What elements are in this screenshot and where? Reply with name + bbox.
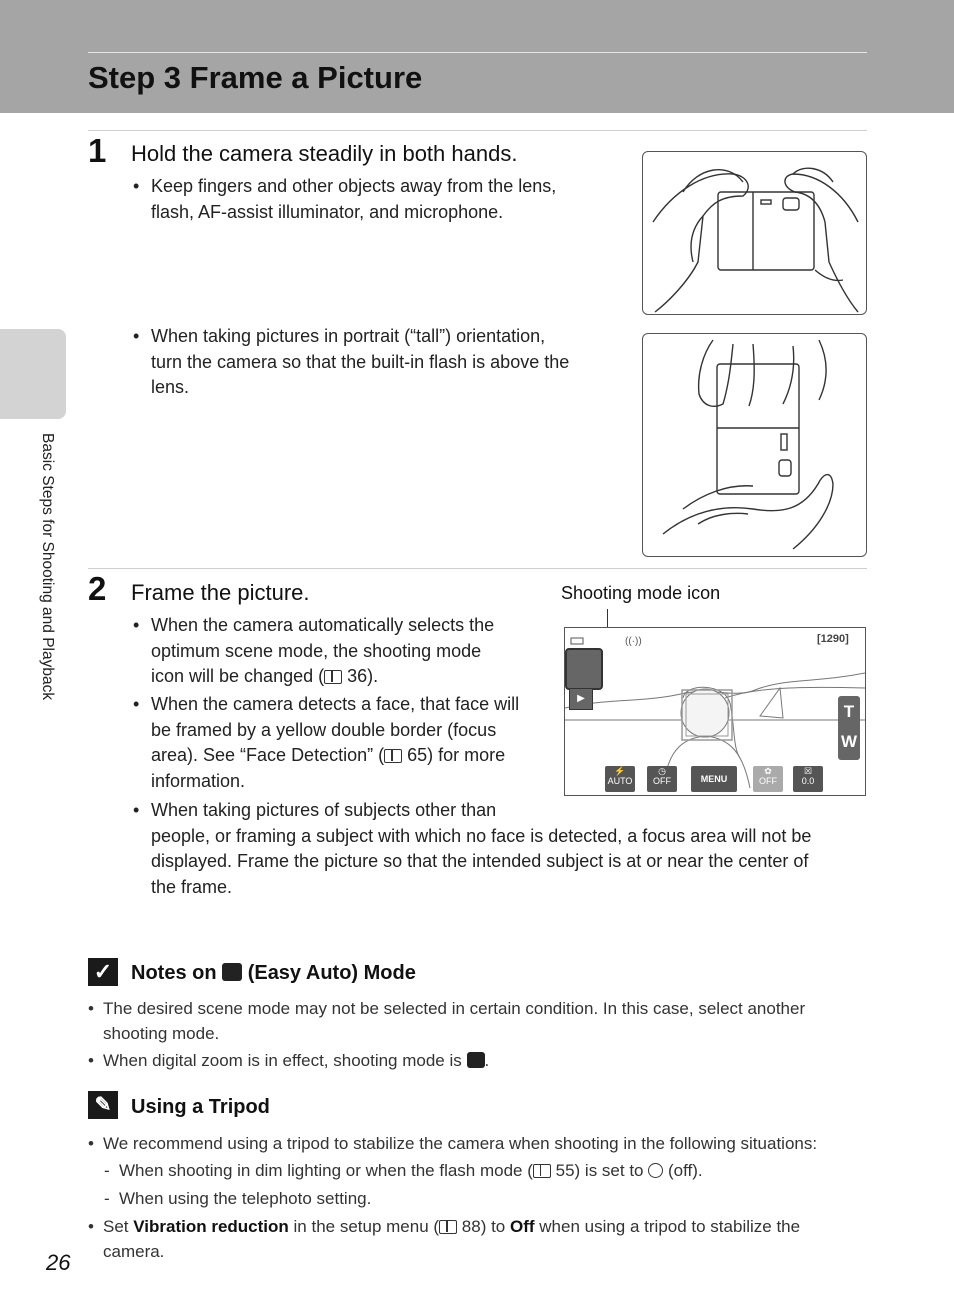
step2-number: 2 (88, 570, 107, 607)
pencil-note-icon: ✎ (88, 1091, 118, 1119)
camera-screen-illustration (564, 627, 866, 796)
step1-number: 1 (88, 132, 107, 169)
hands-camera-portrait-drawing (643, 334, 866, 556)
easy-auto-mode-icon (565, 648, 603, 690)
tripod-note-title: Using a Tripod (131, 1096, 270, 1118)
step2-bullet-3: • When taking pictures of subjects other than people, or framing a subject with which no face is detected, a focus area will not be displayed. Frame the picture so that the intended subject is at or near the center of the frame. (133, 800, 812, 897)
bullet-dot: • (133, 694, 140, 714)
dash-marker: - (104, 1161, 110, 1180)
zoom-wide-label: W (840, 732, 858, 751)
bullet-dot: • (88, 1134, 94, 1153)
step1-title: Hold the camera steadily in both hands. (131, 141, 518, 166)
bullet-dot: • (133, 615, 140, 635)
page-title: Step 3 Frame a Picture (88, 60, 423, 95)
vibration-reduction-icon: ((·)) (625, 636, 642, 647)
step2-title: Frame the picture. (131, 580, 310, 605)
tripod-note-bullet-2: • Set Vibration reduction in the setup menu ( 88) to Off when using a tripod to stabilize the camera. (88, 1217, 801, 1261)
bullet-dot: • (88, 1051, 94, 1070)
page-header (0, 0, 954, 113)
bullet-dot: • (88, 999, 94, 1018)
header-rule (88, 52, 867, 53)
illustration-portrait-hold (642, 333, 867, 557)
bullet-dot: • (133, 326, 140, 346)
book-reference-icon (324, 670, 342, 684)
flash-off-icon (648, 1163, 663, 1178)
easy-auto-mode-icon (222, 963, 242, 981)
bullet-dot: • (133, 800, 140, 820)
playback-icon: ▶ (569, 688, 593, 710)
step2-bullet-2: • When the camera detects a face, that face will be framed by a yellow double border (focus area). See “Face Detection” ( 65) for more information. (133, 694, 520, 791)
side-tab-label: Basic Steps for Shooting and Playback (39, 433, 56, 701)
easy-auto-note-bullet-2: • When digital zoom is in effect, shooting mode is . (103, 1049, 863, 1074)
exposure-compensation-softkey: ☒ 0.0 (793, 766, 823, 792)
dash-marker: - (104, 1189, 110, 1208)
tripod-note-bullet-1: • We recommend using a tripod to stabilize the camera when shooting in the following situations: (103, 1132, 863, 1157)
book-reference-icon (384, 749, 402, 763)
book-reference-icon (533, 1164, 551, 1178)
tripod-note-dash-1: - When shooting in dim lighting or when the flash mode ( 55) is set to (off). (119, 1159, 859, 1184)
menu-softkey: MENU (691, 766, 737, 792)
bullet-dot: • (88, 1217, 94, 1236)
easy-auto-note-bullet-1: • The desired scene mode may not be selected in certain condition. In this case, select another shooting mode. (88, 999, 806, 1043)
tripod-note-dash-2: - When using the telephoto setting. (119, 1187, 859, 1212)
easy-auto-mode-icon (467, 1052, 485, 1068)
side-tab (0, 329, 66, 419)
step2-bullet-1: • When the camera automatically selects the optimum scene mode, the shooting mode icon will be changed ( 36). (133, 615, 495, 686)
hands-camera-landscape-drawing (643, 152, 866, 314)
page-number: 26 (46, 1250, 71, 1275)
book-reference-icon (439, 1220, 457, 1234)
illustration-landscape-hold (642, 151, 867, 315)
shooting-mode-icon-callout: Shooting mode icon (561, 583, 721, 603)
step1-rule (88, 130, 867, 131)
step1-bullet-2: • When taking pictures in portrait (“tall”) orientation, turn the camera so that the built-in flash is above the lens. (133, 326, 570, 397)
checkmark-note-icon: ✓ (88, 958, 118, 986)
zoom-bar (838, 696, 860, 760)
macro-softkey: ✿ OFF (753, 766, 783, 792)
step1-bullet-1: • Keep fingers and other objects away from the lens, flash, AF-assist illuminator, and microphone. (133, 176, 557, 222)
frames-remaining: [1290] (817, 633, 849, 645)
flash-auto-softkey: ⚡ AUTO (605, 766, 635, 792)
easy-auto-note-title: Notes on (Easy Auto) Mode (131, 962, 416, 984)
self-timer-softkey: ◷ OFF (647, 766, 677, 792)
bullet-dot: • (133, 176, 140, 196)
zoom-tele-label: T (843, 702, 855, 721)
step2-rule (88, 568, 867, 569)
